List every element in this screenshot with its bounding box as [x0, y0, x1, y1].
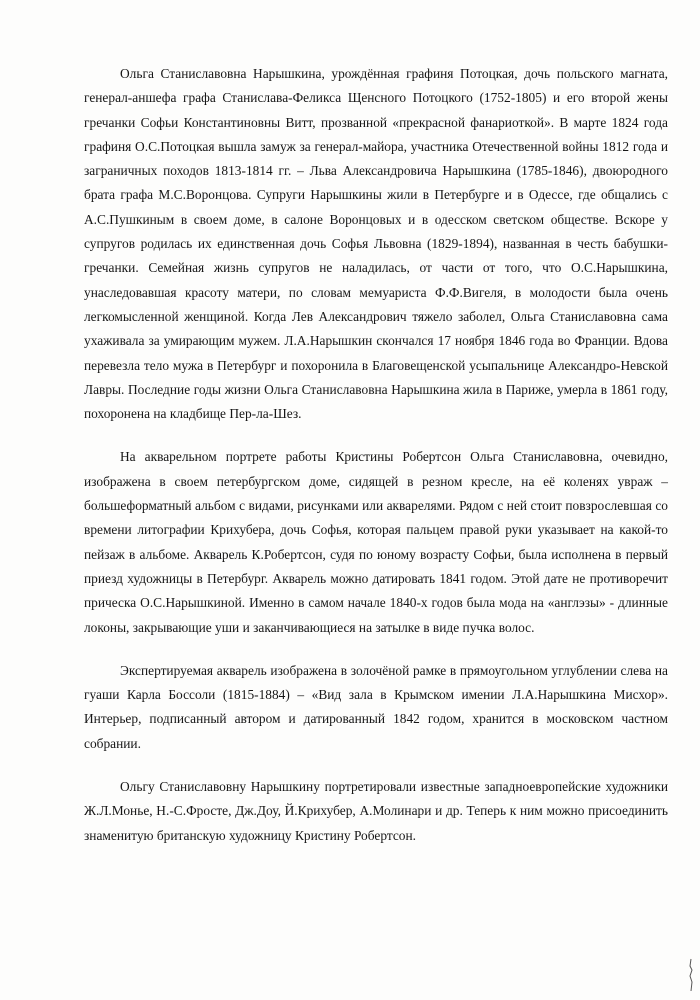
- margin-pen-mark: [688, 958, 694, 992]
- paragraph-bossoli-gouache: Экспертируемая акварель изображена в золочёной рамке в прямоугольном углублении слева на гуаши Карла Боссоли (1815-1884) – «Вид зала в Крымском имении Л.А.Нарышкина Мисхор». Интерьер, подписанный автором и датированный 1842 годом, хранится в московском частном собрании.: [84, 662, 668, 751]
- paragraph-other-portraitists: Ольгу Станиславовну Нарышкину портретировали известные западноевропейские художники Ж.Л.Монье, Н.-С.Фросте, Дж.Доу, Й.Крихубер, А.Молинари и др. Теперь к ним можно присоединить знаменитую британскую художницу Кристину Робертсон.: [84, 779, 668, 843]
- document-body: [84, 62, 668, 867]
- paragraph-portrait-description: На акварельном портрете работы Кристины Робертсон Ольга Станиславовна, очевидно, изображена в своем петербургском доме, сидящей в резном кресле, на её коленях увраж – большеформатный альбом с видами, рисунками или акварелями. Рядом с ней стоит повзрослевшая со времени литографии Крихубера, дочь Софья, которая пальцем правой руки указывает на какой-то пейзаж в альбоме. Акварель К.Робертсон, судя по юному возрасту Софьи, была исполнена в первый приезд художницы в Петербург. Акварель можно датировать 1841 годом. Этой дате не противоречит прическа О.С.Нарышкиной. Именно в самом начале 1840-х годов была мода на «англэзы» - длинные локоны, закрывающие уши и заканчивающиеся на затылке в виде пучка волос.: [84, 449, 668, 635]
- paragraph-biography: Ольга Станиславовна Нарышкина, урождённая графиня Потоцкая, дочь польского магната, генерал-аншефа графа Станислава-Феликса Щенсного Потоцкого (1752-1805) и его второй жены гречанки Софьи Константиновны Витт, прозванной «прекрасной фанариоткой». В марте 1824 года графиня О.С.Потоцкая вышла замуж за генерал-майора, участника Отечественной войны 1812 года и заграничных походов 1813-1814 гг. – Льва Александровича Нарышкина (1785-1846), двоюродного брата графа М.С.Воронцова. Супруги Нарышкины жили в Петербурге и в Одессе, где общались с А.С.Пушкиным в своем доме, в салоне Воронцовых и в одесском светском обществе. Вскоре у супругов родилась их единственная дочь Софья Львовна (1829-1894), названная в честь бабушки-гречанки. Семейная жизнь супругов не наладилась, от части от того, что О.С.Нарышкина, унаследовавшая красоту матери, по словам мемуариста Ф.Ф.Вигеля, в молодости была очень легкомысленной женщиной. Когда Лев Александрович тяжело заболел, Ольга Станиславовна сама ухаживала за умирающим мужем. Л.А.Нарышкин скончался 17 ноября 1846 года во Франции. Вдова перевезла тело мужа в Петербург и похоронила в Благовещенской усыпальнице Александро-Невской Лавры. Последние годы жизни Ольга Станиславовна Нарышкина жила в Париже, умерла в 1861 году, похоронена на кладбище Пер-ла-Шез.: [84, 66, 668, 422]
